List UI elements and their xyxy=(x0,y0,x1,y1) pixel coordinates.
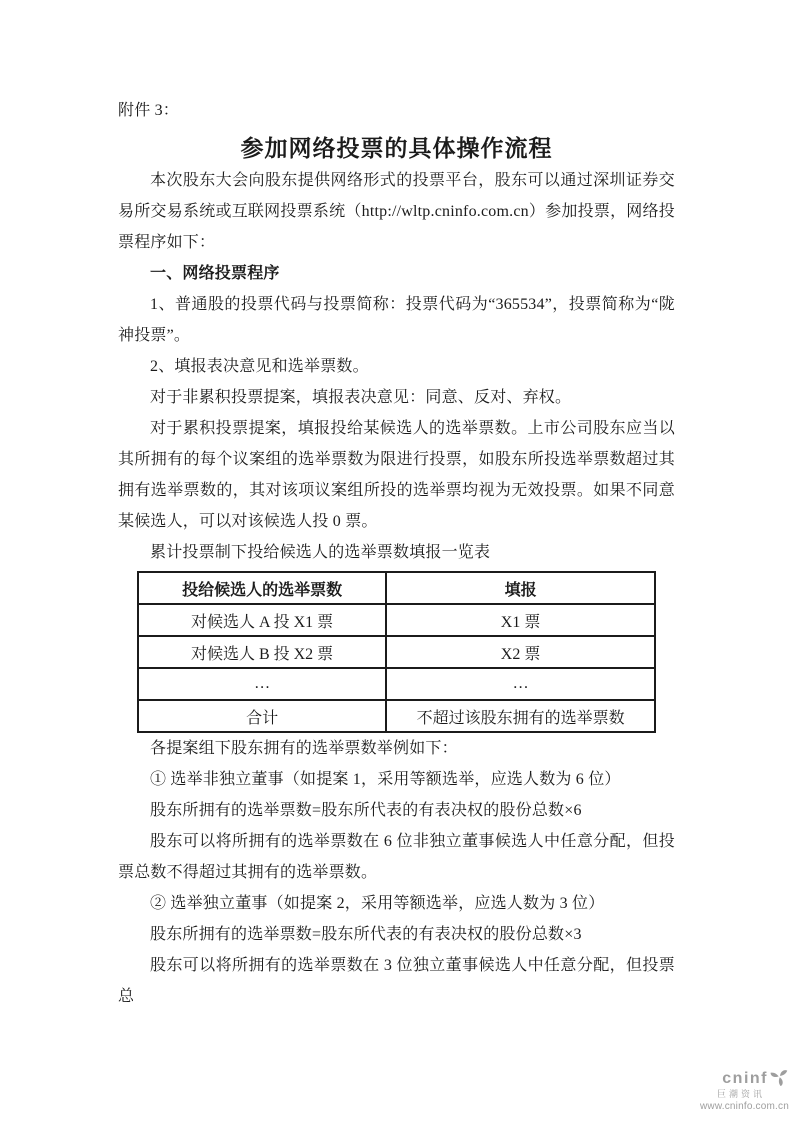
document-title: 参加网络投票的具体操作流程 xyxy=(240,136,553,161)
paragraph-item2: ② 选举独立董事（如提案 2，采用等额选举，应选人数为 3 位） xyxy=(150,895,605,912)
paragraph-vote-code: 1、普通股的投票代码与投票简称：投票代码为“365534”，投票简称为“陇神投票”。 xyxy=(118,296,675,344)
table-header-cell: 投给候选人的选举票数 xyxy=(138,572,386,604)
paragraph-examples-intro: 各提案组下股东拥有的选举票数举例如下： xyxy=(150,740,458,757)
attachment-label: 附件 3： xyxy=(118,102,180,119)
table-row xyxy=(138,636,655,668)
table-cell: 对候选人 B 投 X2 票 xyxy=(138,636,386,668)
table-row xyxy=(138,604,655,636)
table-cell: X1 票 xyxy=(386,604,655,636)
table-header-cell: 填报 xyxy=(386,572,655,604)
paragraph-item2-formula: 股东所拥有的选举票数=股东所代表的有表决权的股份总数×3 xyxy=(150,926,582,943)
table-cell: 不超过该股东拥有的选举票数 xyxy=(386,700,655,732)
table-row xyxy=(138,668,655,700)
table-row xyxy=(138,700,655,732)
table-caption: 累计投票制下投给候选人的选举票数填报一览表 xyxy=(150,544,491,561)
table-cell: 合计 xyxy=(138,700,386,732)
paragraph-item1-note: 股东可以将所拥有的选举票数在 6 位非独立董事候选人中任意分配，但投票总数不得超过其拥有的选举票数。 xyxy=(118,833,675,881)
paragraph-item1: ① 选举非独立董事（如提案 1，采用等额选举，应选人数为 6 位） xyxy=(150,771,621,788)
table-cell: … xyxy=(138,668,386,700)
cninfo-logo-url: www.cninfo.com.cn xyxy=(700,1101,789,1112)
intro-paragraph: 本次股东大会向股东提供网络形式的投票平台，股东可以通过深圳证券交易所交易系统或互联网投票系统（http://wltp.cninfo.com.cn）参加投票，网络投票程序如下： xyxy=(118,172,675,251)
table-cell: … xyxy=(386,668,655,700)
table-cell: 对候选人 A 投 X1 票 xyxy=(138,604,386,636)
table-cell: X2 票 xyxy=(386,636,655,668)
paragraph-item2-note: 股东可以将所拥有的选举票数在 3 位独立董事候选人中任意分配，但投票总 xyxy=(118,957,675,1005)
table-header-row xyxy=(138,572,655,604)
paragraph-item1-formula: 股东所拥有的选举票数=股东所代表的有表决权的股份总数×6 xyxy=(150,802,582,819)
cumulative-vote-table xyxy=(137,571,656,733)
section1-heading: 一、网络投票程序 xyxy=(150,265,280,282)
cninfo-logo-text: cninf xyxy=(722,1069,768,1087)
cninfo-logo-chinese-name: 巨潮资讯 xyxy=(716,1089,765,1100)
cninfo-pinwheel-icon xyxy=(770,1067,789,1091)
cninfo-logo-wordmark xyxy=(700,1067,789,1091)
paragraph-fill-opinion: 2、填报表决意见和选举票数。 xyxy=(150,358,369,375)
paragraph-noncumulative: 对于非累积投票提案，填报表决意见：同意、反对、弃权。 xyxy=(150,389,572,406)
cninfo-logo xyxy=(700,1067,789,1112)
paragraph-cumulative: 对于累积投票提案，填报投给某候选人的选举票数。上市公司股东应当以其所拥有的每个议案组的选举票数为限进行投票，如股东所投选举票数超过其拥有选举票数的，其对该项议案组所投的选举票均视为无效投票。如果不同意某候选人，可以对该候选人投 0 票。 xyxy=(118,420,675,530)
